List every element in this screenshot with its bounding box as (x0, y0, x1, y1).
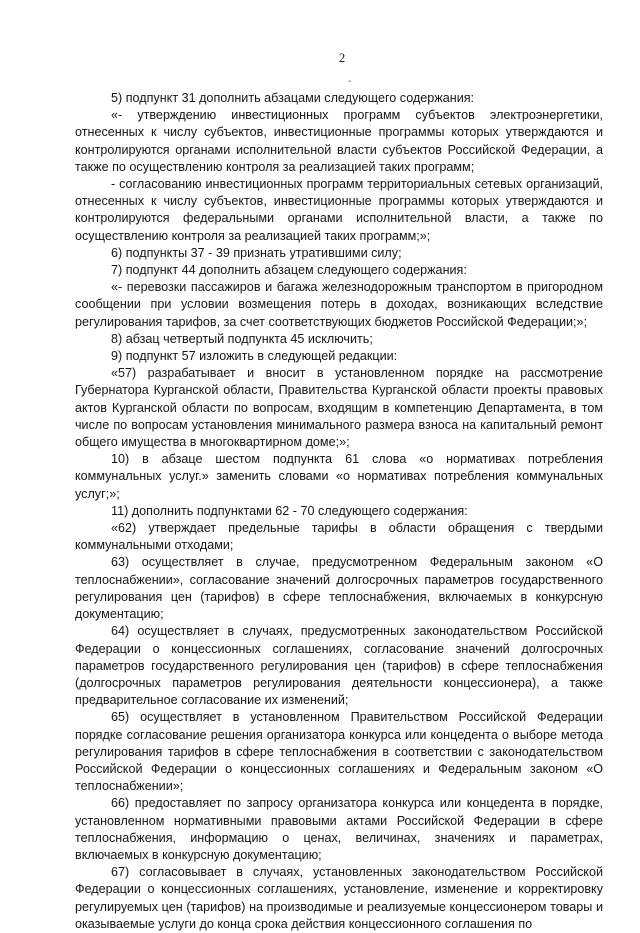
paragraph: «- перевозки пассажиров и багажа железнодорожным транспортом в пригородном сообщении при условии возмещения потерь в доходах, возникающих вследствие регулирования тарифов, за счет соответствующих бюджетов Российской Федерации;»; (75, 280, 603, 329)
paragraph: 7) подпункт 44 дополнить абзацем следующего содержания: (111, 263, 467, 278)
paragraph: 5) подпункт 31 дополнить абзацами следующего содержания: (111, 91, 475, 105)
paragraph: 64) осуществляет в случаях, предусмотренных законодательством Российской Федерации о концессионных соглашениях, согласование значений долгосрочных параметров государственного регулирования цен (тарифов) в сфере теплоснабжения (долгосрочных параметров регулирования деятельности концессионера), а также предварительное согласование их изменений; (75, 624, 603, 708)
paragraph: 63) осуществляет в случае, предусмотренном Федеральным законом «О теплоснабжении», согласование значений долгосрочных параметров государственного регулирования цен (тарифов) в сфере теплоснабжения, включаемых в конкурсную документацию; (75, 555, 603, 622)
paragraph: «62) утверждает предельные тарифы в области обращения с твердыми коммунальными отходами; (75, 521, 603, 553)
paragraph: 65) осуществляет в установленном Правительством Российской Федерации порядке согласование решения организатора конкурса или концедента о выборе метода регулирования тарифов в сфере теплоснабжения в соответствии с законодательством Российской Федерации о концессионных соглашениях и Федеральным законом «О теплоснабжении»; (75, 710, 603, 794)
corner-mark: - (348, 76, 352, 87)
paragraph: 66) предоставляет по запросу организатора конкурса или концедента в порядке, установленном нормативными правовыми актами Российской Федерации в сфере теплоснабжения, информацию о ценах, величинах, значениях и параметрах, включаемых в конкурсную документацию; (75, 796, 603, 862)
paragraph: 8) абзац четвертый подпункта 45 исключить; (111, 331, 373, 346)
paragraph: 67) согласовывает в случаях, установленных законодательством Российской Федерации о концессионных соглашениях, установление, изменение и корректировку регулируемых цен (тарифов) на производимые и реализуемые концессионером товары и оказываемые услуги до конца срока действия концессионного соглашения по (75, 865, 603, 931)
paragraph: 11) дополнить подпунктами 62 - 70 следующего содержания: (111, 503, 468, 518)
document-body (75, 90, 603, 933)
paragraph: - согласованию инвестиционных программ территориальных сетевых организаций, отнесенных к числу субъектов, инвестиционные программы которых утверждаются и контролируются федеральными органами исполнительной власти, а также по осуществлению контроля за реализацией таких программ;»; (75, 177, 603, 243)
paragraph: «- утверждению инвестиционных программ субъектов электроэнергетики, отнесенных к числу субъектов, инвестиционные программы которых утверждаются и контролируются органами исполнительной власти субъектов Российской Федерации, а также по осуществлению контроля за реализацией таких программ; (75, 108, 603, 174)
page-number: 2 (338, 50, 346, 65)
paragraph: «57) разрабатывает и вносит в установленном порядке на рассмотрение Губернатора Курганской области, Правительства Курганской области проекты правовых актов Курганской области по вопросам, входящим в компетенцию Департамента, в том числе по вопросам установления минимального размера взноса на капитальный ремонт общего имущества в многоквартирном доме;»; (75, 366, 603, 450)
paragraph: 6) подпункты 37 - 39 признать утратившими силу; (111, 245, 402, 260)
paragraph: 10) в абзаце шестом подпункта 61 слова «о нормативах потребления коммунальных услуг.» заменить словами «о нормативах потребления коммунальных услуг;»; (75, 452, 603, 501)
paragraph: 9) подпункт 57 изложить в следующей редакции: (111, 349, 398, 364)
